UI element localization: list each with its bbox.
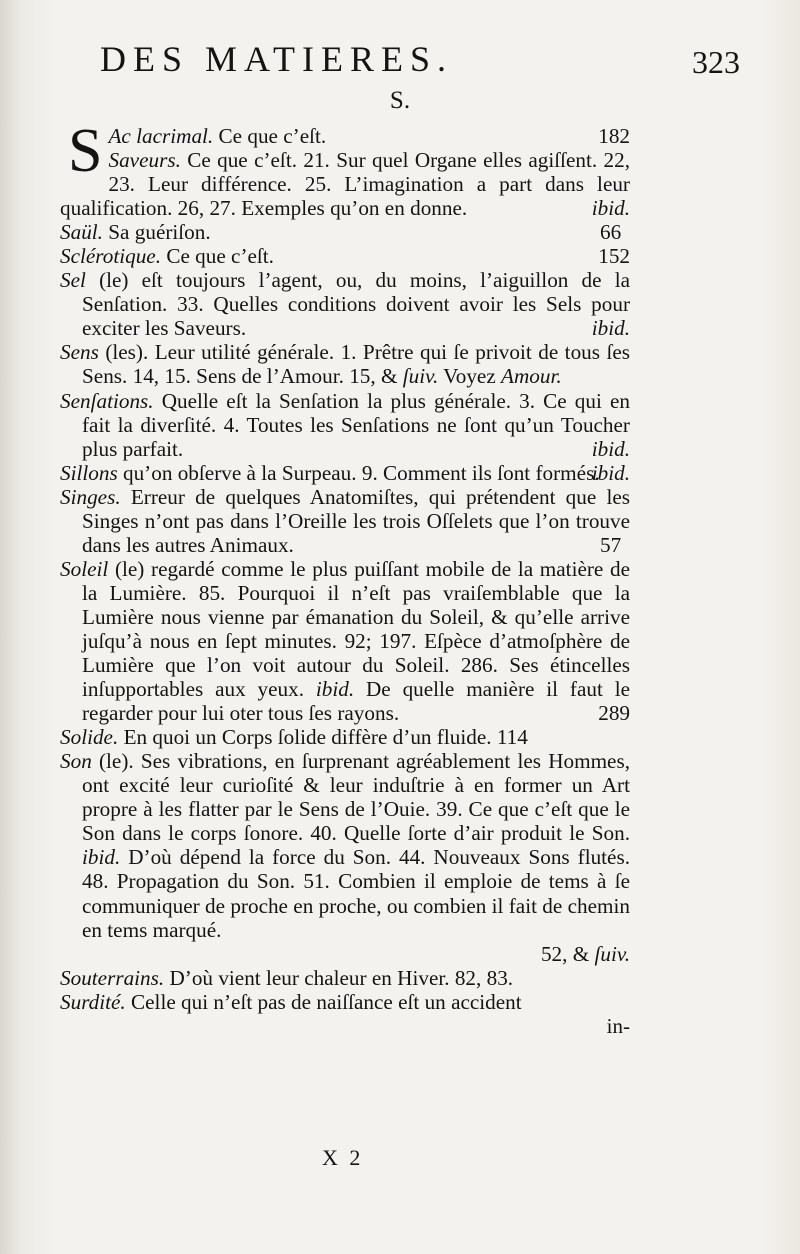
page-reference: 52, & bbox=[540, 941, 590, 966]
entry-text-italic: ibid. bbox=[315, 677, 355, 702]
entry-headword: Senſations. bbox=[60, 388, 154, 413]
signature-mark: X 2 bbox=[322, 1145, 364, 1170]
index-entry bbox=[60, 966, 630, 990]
index-entry bbox=[60, 461, 630, 485]
entry-text: Ce que c’eſt. bbox=[166, 244, 274, 269]
entry-text: Celle qui n’eſt pas de naiſſance eſt un accident bbox=[131, 989, 522, 1014]
entry-text: Ce que c’eſt. 21. Sur quel Organe elles agiſſent. 22, 23. Leur différence. 25. L’imagination a part dans leur qualification. 26, 27. Exemples qu’on en donne. bbox=[60, 148, 631, 221]
index-entry bbox=[60, 389, 630, 461]
page-reference: ibid. bbox=[591, 436, 630, 461]
entry-text: Ce que c’eſt. bbox=[218, 124, 327, 148]
page-reference: ibid. bbox=[591, 196, 630, 221]
entry-headword: Saveurs. bbox=[108, 148, 181, 173]
entry-headword: Solide. bbox=[60, 725, 119, 750]
index-entry bbox=[60, 749, 630, 965]
index-body bbox=[60, 117, 631, 1038]
index-entry bbox=[60, 990, 630, 1014]
entry-headword: Soleil bbox=[60, 556, 109, 581]
entry-text: (le) regardé comme le plus puiſſant mobile de la matière de la Lumière. 85. Pourquoi il n’eſt pas vraiſemblable que la Lumière nous vienne par émanation du Soleil, & qu’elle arrive juſqu’à nous en ſept minutes. 92; 197. Eſpèce d’atmoſphère de Lumière que l’on voit autour du Soleil. 286. Ses étincelles inſupportables aux yeux. bbox=[82, 556, 630, 702]
index-entry bbox=[60, 117, 631, 221]
entry-headword: Sillons bbox=[60, 460, 118, 485]
entry-text: (le). Ses vibrations, en ſurprenant agréablement les Hommes, ont excité leur curioſité & leur induſtrie à en former un Art propre à les flatter par le Sens de l’Ouie. 39. Ce que c’eſt que le Son dans le corps ſonore. 40. Quelle ſorte d’air produit le Son. bbox=[82, 749, 631, 846]
index-entry: Singes. Erreur de quelques Anatomiſtes, qui prétendent que les Singes n’ont pas dans l’Oreille les trois Oſſelets que l’on trouve dans les autres Animaux. 57 bbox=[60, 484, 631, 557]
entry-text: De quelle manière il faut le regarder pour lui oter tous ſes rayons. bbox=[82, 677, 630, 726]
entry-text: (les). Leur utilité générale. 1. Prêtre qui ſe privoit de tous ſes Sens. 14, 15. Sens de l’Amour. 15, & bbox=[82, 340, 631, 389]
entry-text: Erreur de quelques Anatomiſtes, qui prétendent que les Singes n’ont pas dans l’Oreille les trois Oſſelets que l’on trouve dans les autres Animaux. bbox=[82, 484, 631, 557]
index-entry bbox=[60, 340, 630, 388]
entry-text-italic: ſuiv. bbox=[402, 364, 439, 389]
entry-headword: Sens bbox=[60, 340, 99, 365]
section-letter: S. bbox=[389, 87, 411, 114]
page-reference: ibid. bbox=[591, 460, 630, 485]
entry-text: Quelle eſt la Senſation la plus générale. 3. Ce qui en fait la diverſité. 4. Toutes les Senſations ne ſont qu’un Toucher plus parfait. bbox=[82, 388, 630, 461]
page-reference: 289 bbox=[598, 701, 630, 726]
index-entry bbox=[60, 557, 630, 725]
entry-headword: Souterrains. bbox=[60, 965, 165, 990]
entry-text: Voyez bbox=[443, 364, 496, 389]
entry-headword: Surdité. bbox=[60, 989, 126, 1014]
entry-text: qu’on obſerve à la Surpeau. 9. Comment ils ſont formés. bbox=[122, 460, 600, 485]
page-header bbox=[100, 38, 740, 88]
entry-headword: Son bbox=[60, 749, 92, 774]
page-reference: ibid. bbox=[591, 316, 630, 341]
page-reference: 152 bbox=[598, 244, 630, 269]
entry-text: D’où vient leur chaleur en Hiver. 82, 83. bbox=[169, 965, 514, 990]
index-entry bbox=[60, 725, 630, 749]
index-entry: Saül. Sa guériſon. 66 bbox=[60, 220, 622, 245]
page-reference-line bbox=[82, 942, 630, 966]
entry-text: (le) eſt toujours l’agent, ou, du moins, l’aiguillon de la Senſation. 33. Quelles conditions doivent avoir les Sels pour exciter les Saveurs. bbox=[82, 268, 630, 341]
entry-headword: Sel bbox=[60, 268, 86, 293]
catchword: in- bbox=[606, 1013, 630, 1038]
page-reference-italic: ſuiv. bbox=[594, 941, 630, 966]
entry-text: En quoi un Corps ſolide diffère d’un fluide. 114 bbox=[123, 725, 528, 750]
entry-headword: Saül. bbox=[60, 220, 103, 245]
drop-cap: S bbox=[68, 117, 103, 185]
cross-reference: Amour. bbox=[501, 364, 562, 389]
entry-text: D’où dépend la force du Son. 44. Nouveaux Sons flutés. 48. Propagation du Son. 51. Combien il emploie de tems à ſe communiquer de proche en proche, ou combien il fait de chemin en tems marqué. bbox=[82, 845, 631, 942]
entry-text-italic: ibid. bbox=[82, 845, 121, 870]
entry-headword: Ac lacrimal. bbox=[108, 124, 214, 148]
entry-headword: Sclérotique. bbox=[60, 244, 162, 269]
entry-text: Sa guériſon. bbox=[108, 220, 211, 245]
page-number: 323 bbox=[692, 44, 740, 80]
running-title: DES MATIERES. bbox=[100, 39, 454, 79]
entry-headword: Singes. bbox=[60, 484, 121, 509]
index-entry bbox=[60, 244, 630, 268]
page-reference: 182 bbox=[598, 124, 630, 148]
index-entry bbox=[60, 268, 630, 340]
